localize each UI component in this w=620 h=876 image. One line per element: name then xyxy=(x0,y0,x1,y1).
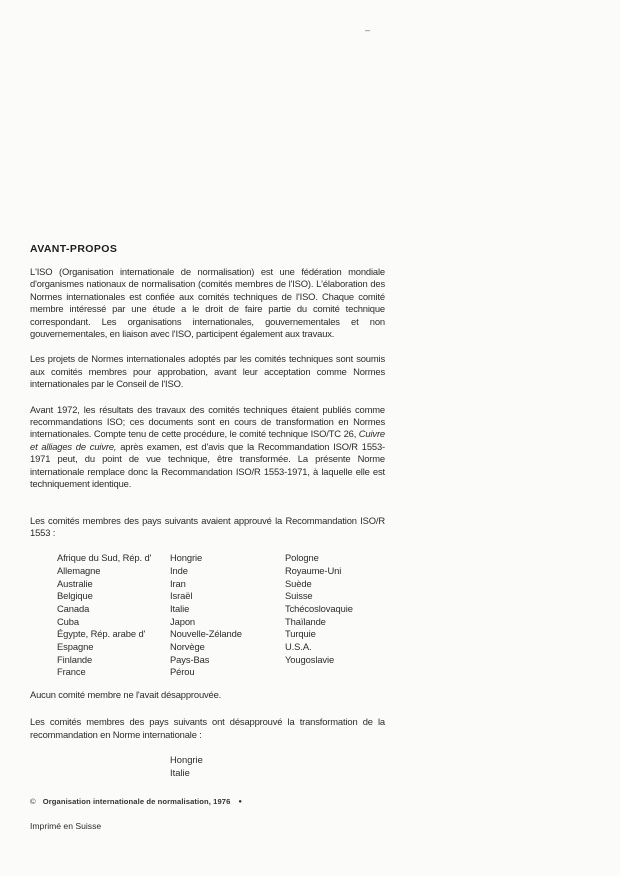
country-item: Pays-Bas xyxy=(170,653,210,665)
country-item: Canada xyxy=(57,602,90,614)
country-item: Tchécoslovaquie xyxy=(285,602,353,614)
dissenting-countries xyxy=(170,754,385,780)
country-item: Allemagne xyxy=(57,564,101,576)
committee-title-italic: Cuivre et alliages de cuivre, xyxy=(30,428,385,452)
paragraph-no-disapproval: Aucun comité membre ne l'avait désapprouvée. xyxy=(30,688,222,700)
country-item: Israël xyxy=(170,590,193,602)
printed-in-line: Imprimé en Suisse xyxy=(30,821,102,831)
copyright-symbol: © xyxy=(30,797,36,806)
country-item: Finlande xyxy=(57,653,93,665)
country-item: Japon xyxy=(170,615,196,627)
country-item: Inde xyxy=(170,564,188,576)
paragraph-iso-intro: L'ISO (Organisation internationale de normalisation) est une fédération mondiale d'organismes nationaux de normalisation (comités membres de l'ISO). L'élaboration des Normes internationales est confiée aux comités techniques de l'ISO. Chaque comité membre intéressé par une étude a le droit de faire partie du comité technique correspondant. Les organisations internationales, gouvernementales et non gouvernementales, en liaison avec l'ISO, participent également aux travaux. xyxy=(30,266,385,340)
paragraph-transformation-text-before: Avant 1972, les résultats des travaux des comités techniques étaient publiés comme recommandations ISO; ces documents sont en cours de transformation en Normes internationales. Compte tenu de cette procédure, le comité technique ISO/TC 26, xyxy=(30,403,385,440)
foreword-content xyxy=(30,243,385,780)
country-item: France xyxy=(57,666,86,678)
copyright-text: Organisation internationale de normalisation, 1976 xyxy=(42,797,231,806)
country-item: U.S.A. xyxy=(285,640,312,652)
country-item: Norvège xyxy=(170,640,205,652)
paragraph-transformation xyxy=(30,404,385,491)
country-item: Afrique du Sud, Rép. d' xyxy=(57,552,152,564)
paragraph-disapproval-intro: Les comités membres des pays suivants ont désapprouvé la transformation de la recommandation en Norme internationale : xyxy=(30,716,385,740)
trailing-mark: ● xyxy=(238,799,243,805)
copyright-line xyxy=(30,797,242,806)
country-item: Suède xyxy=(285,577,312,589)
country-item: Nouvelle-Zélande xyxy=(170,628,242,640)
section-heading: AVANT-PROPOS xyxy=(30,243,118,255)
country-item: Pologne xyxy=(285,552,319,564)
country-item: Pérou xyxy=(170,666,195,678)
country-item: Suisse xyxy=(285,590,313,602)
country-item: Turquie xyxy=(285,628,316,640)
country-item: Iran xyxy=(170,577,186,589)
country-item: Belgique xyxy=(57,590,93,602)
country-item: Cuba xyxy=(57,615,80,627)
country-item: Italie xyxy=(170,602,190,614)
paragraph-transformation-text-after: après examen, est d'avis que la Recommandation ISO/R 1553-1971 peut, du point de vue technique, être transformée. La présente Norme internationale remplace donc la Recommandation ISO/R 1553-1971, à laquelle elle est techniquement identique. xyxy=(30,440,385,490)
dissenting-country: Italie xyxy=(170,766,190,778)
paragraph-draft-standards: Les projets de Normes internationales adoptés par les comités techniques sont soumis aux comités membres pour approbation, avant leur acceptation comme Normes internationales par le Conseil de l'ISO. xyxy=(30,353,385,390)
country-item: Espagne xyxy=(57,640,94,652)
dissenting-country: Hongrie xyxy=(170,754,203,766)
country-item: Égypte, Rép. arabe d' xyxy=(57,628,146,640)
top-center-mark: – xyxy=(365,25,371,35)
country-item: Yougoslavie xyxy=(285,653,335,665)
country-columns xyxy=(57,552,385,679)
country-column-3 xyxy=(285,552,385,679)
country-item: Australie xyxy=(57,577,93,589)
country-item: Royaume-Uni xyxy=(285,564,342,576)
country-item: Thaïlande xyxy=(285,615,326,627)
paragraph-approval-intro: Les comités membres des pays suivants avaient approuvé la Recommandation ISO/R 1553 : xyxy=(30,514,385,538)
country-item: Hongrie xyxy=(170,552,203,564)
country-column-1 xyxy=(57,552,170,679)
country-column-2 xyxy=(170,552,285,679)
